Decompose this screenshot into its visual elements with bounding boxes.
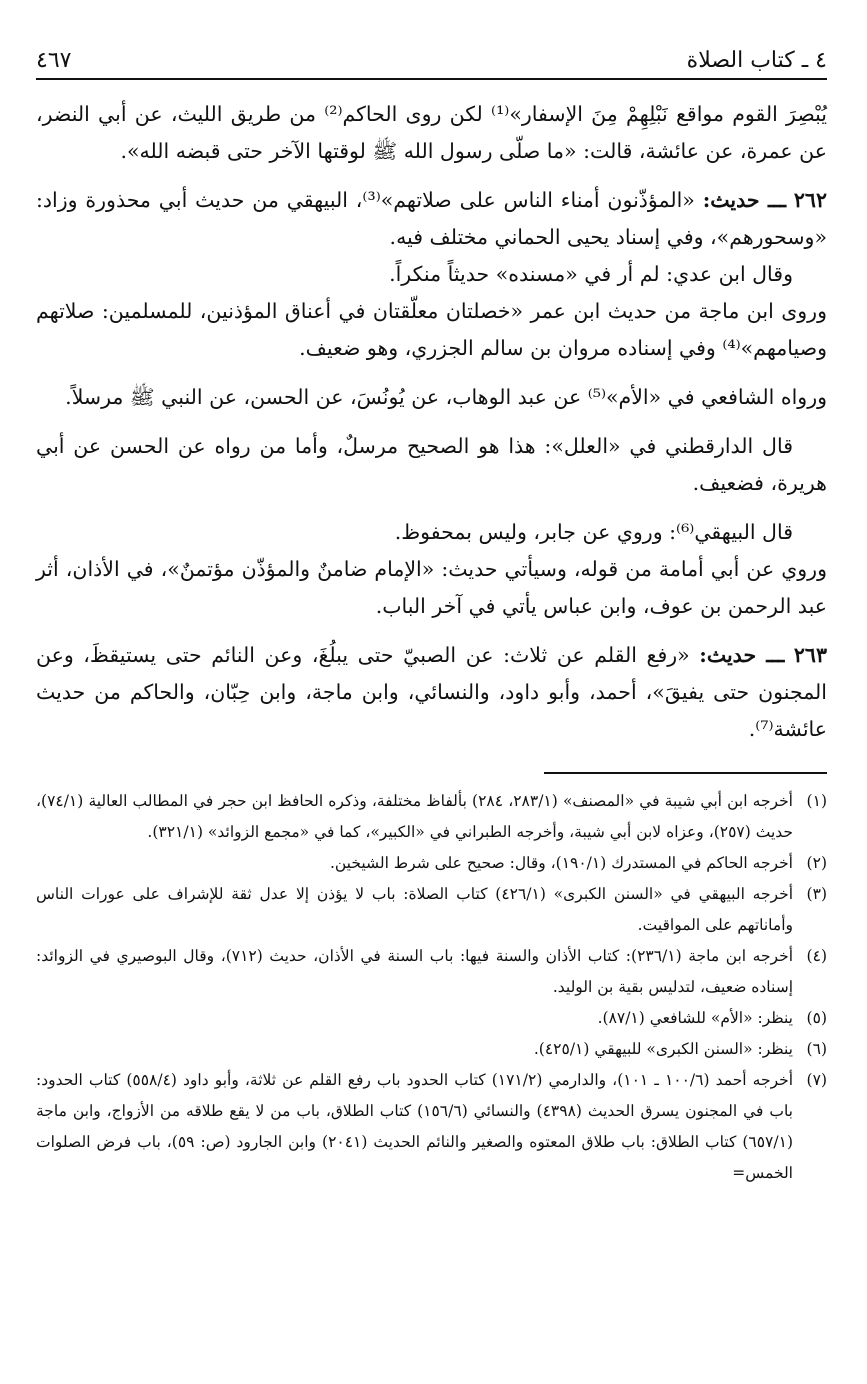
hadith-entry: ٢٦٣ ـــ حديث: «رفع القلم عن ثلاث: عن الصبيّ حتى يبلُغَ، وعن النائم حتى يستيقظَ، وعن المجنون حتى يفيقَ»، أحمد، وأبو داود، والنسائي، وابن ماجة، وابن حِبّان، والحاكم من حديث عائشة⁽⁷⁾.: [36, 643, 827, 741]
paragraph: قال البيهقي⁽⁶⁾: وروي عن جابر، وليس بمحفوظ.: [394, 520, 793, 544]
paragraph: وروى ابن ماجة من حديث ابن عمر «خصلتان معلّقتان في أعناق المؤذنين، للمسلمين: صلاتهم وصيامهم»⁽⁴⁾ وفي إسناده مروان بن سالم الجزري، وهو ضعيف.: [36, 299, 827, 360]
footnote-number: (٢): [806, 854, 827, 872]
footnote-text: أخرجه البيهقي في «السنن الكبرى» (٤٢٦/١) كتاب الصلاة: باب لا يؤذن إلا عدل ثقة للإشراف على عورات الناس وأماناتهم على المواقيت.: [36, 885, 793, 934]
footnote: [36, 786, 827, 848]
running-header: [36, 46, 827, 80]
footnote: [36, 848, 827, 879]
footnote-text: ينظر: «الأم» للشافعي (٨٧/١).: [597, 1009, 793, 1027]
paragraph: يُبْصِرَ القوم مواقع نَبْلِهِمْ مِنَ الإسفار»⁽¹⁾ لكن روى الحاكم⁽²⁾ من طريق الليث، عن أبي النضر، عن عمرة، عن عائشة، قالت: «ما صلّى رسول الله ﷺ لوقتها الآخر حتى قبضه الله».: [36, 102, 828, 163]
paragraph: وروي عن أبي أمامة من قوله، وسيأتي حديث: «الإمام ضامنٌ والمؤذّن مؤتمنٌ»، في الأذان، أثر عبد الرحمن بن عوف، وابن عباس يأتي في آخر الباب.: [36, 557, 827, 618]
hadith-number: ٢٦٣: [793, 643, 827, 667]
footnote: [36, 941, 827, 1003]
hadith-number: ٢٦٢: [793, 188, 827, 212]
hadith-entry: ٢٦٢ ـــ حديث: «المؤذّنون أمناء الناس على صلاتهم»⁽³⁾، البيهقي من حديث أبي محذورة وزاد: «وسحورهم»، وفي إسناد يحيى الحماني مختلف فيه.: [36, 188, 827, 249]
main-text: [36, 96, 827, 748]
footnote: [36, 1065, 827, 1189]
page-number: ٤٦٧: [36, 48, 72, 73]
footnotes: [36, 786, 827, 1189]
footnote-number: (٤): [806, 947, 827, 965]
footnote-text: ينظر: «السنن الكبرى» للبيهقي (٤٢٥/١).: [533, 1040, 793, 1058]
footnote-number: (٥): [806, 1009, 827, 1027]
hadith-label: ـــ حديث:: [702, 188, 787, 212]
footnote: [36, 879, 827, 941]
footnote: [36, 1034, 827, 1065]
footnote-separator: [544, 772, 827, 774]
hadith-label: ـــ حديث:: [699, 643, 785, 667]
footnote-number: (٧): [806, 1071, 827, 1089]
chapter-title: ٤ ـ كتاب الصلاة: [686, 48, 827, 73]
footnote-text: أخرجه ابن ماجة (٢٣٦/١): كتاب الأذان والسنة فيها: باب السنة في الأذان، حديث (٧١٢)، وقال البوصيري في الزوائد: إسناده ضعيف، لتدليس بقية بن الوليد.: [36, 947, 793, 996]
footnote-number: (١): [806, 792, 827, 810]
footnote-number: (٣): [806, 885, 827, 903]
paragraph: وقال ابن عدي: لم أر في «مسنده» حديثاً منكراً.: [389, 262, 793, 286]
footnote: [36, 1003, 827, 1034]
footnote-text: أخرجه ابن أبي شيبة في «المصنف» (٢٨٣/١، ٢٨٤) بألفاظ مختلفة، وذكره الحافظ ابن حجر في المطالب العالية (٧٤/١)، حديث (٢٥٧)، وعزاه لابن أبي شيبة، وأخرجه الطبراني في «الكبير»، كما في «مجمع الزوائد» (٣٢١/١).: [36, 792, 793, 841]
paragraph: قال الدارقطني في «العلل»: هذا هو الصحيح مرسلٌ، وأما من رواه عن الحسن عن أبي هريرة، فضعيف.: [36, 434, 827, 495]
footnote-text: أخرجه الحاكم في المستدرك (١٩٠/١)، وقال: صحيح على شرط الشيخين.: [329, 854, 793, 872]
footnote-text: أخرجه أحمد (١٠٠/٦ ـ ١٠١)، والدارمي (١٧١/٢) كتاب الحدود باب رفع القلم عن ثلاثة، وأبو داود (٥٥٨/٤) كتاب الحدود: باب في المجنون يسرق الحديث (٤٣٩٨) والنسائي (١٥٦/٦) كتاب الطلاق، باب من لا يقع طلاقه من الأزواج، وابن ماجة (٦٥٧/١) كتاب الطلاق: باب طلاق المعتوه والصغير والنائم الحديث (٢٠٤١) وابن الجارود (ص: ٥٩)، باب فرض الصلوات الخمس=: [36, 1071, 794, 1182]
footnote-number: (٦): [806, 1040, 827, 1058]
paragraph: ورواه الشافعي في «الأم»⁽⁵⁾ عن عبد الوهاب، عن يُونُسَ، عن الحسن، عن النبي ﷺ مرسلاً.: [65, 385, 827, 409]
